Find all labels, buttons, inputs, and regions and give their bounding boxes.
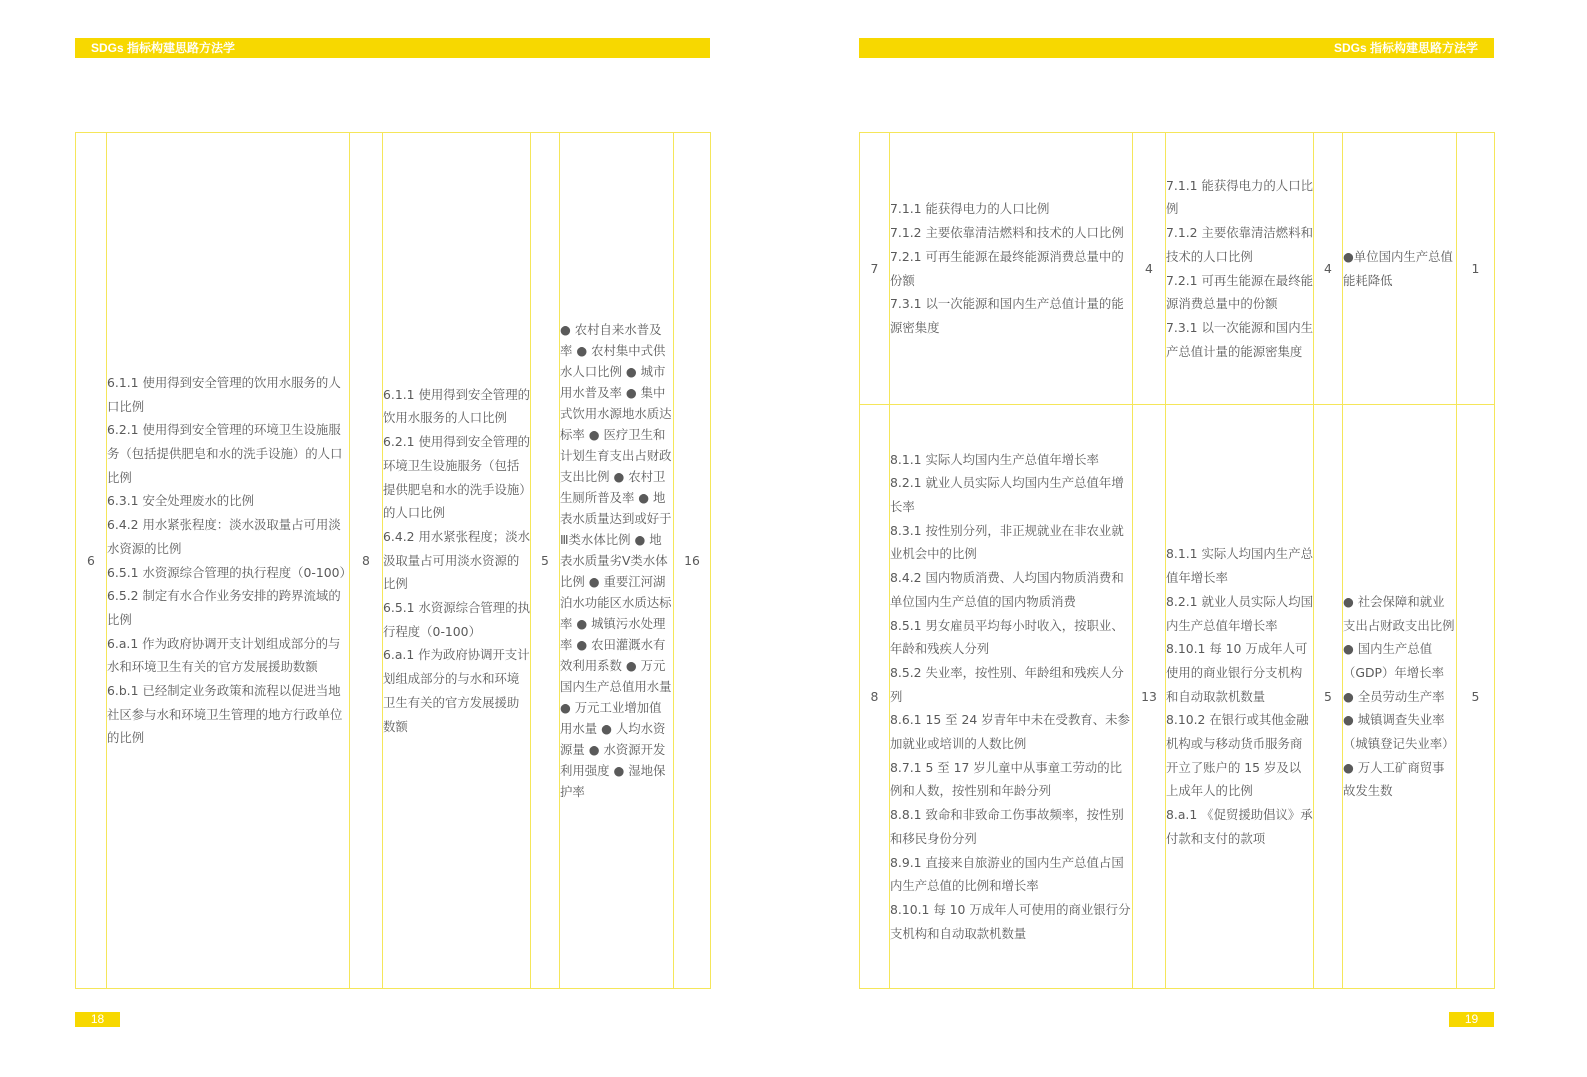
local-indicator-item: ● 地表水质量劣Ⅴ类水体比例 xyxy=(560,532,668,589)
local-indicator-item: ● 万元工业增加值用水量 xyxy=(560,700,662,736)
indicator-item: 8.7.1 5 至 17 岁儿童中从事童工劳动的比例和人数，按性别和年龄分列 xyxy=(890,759,1123,799)
indicator-item: 8.3.1 按性别分列，非正规就业在非农业就业机会中的比例 xyxy=(890,522,1124,562)
indicator-item: 7.3.1 以一次能源和国内生产总值计量的能源密集度 xyxy=(1166,319,1313,359)
indicator-item: 7.2.1 可再生能源在最终能源消费总量中的份额 xyxy=(1166,272,1313,312)
local-indicator-item: ● 重要江河湖泊水功能区水质达标率 xyxy=(560,574,672,631)
local-indicator-item: ● 城镇调查失业率（城镇登记失业率） xyxy=(1343,712,1455,752)
indicator-item: 8.5.2 失业率，按性别、年龄组和残疾人分列 xyxy=(890,664,1124,704)
indicator-table xyxy=(75,132,711,989)
running-header: SDGs 指标构建思路方法学 xyxy=(859,38,1494,58)
indicator-item: 7.1.1 能获得电力的人口比例 xyxy=(1166,177,1313,217)
indicator-item: 8.1.1 实际人均国内生产总值年增长率 xyxy=(890,451,1099,467)
indicator-item: 8.6.1 15 至 24 岁青年中未在受教育、未参加就业或培训的人数比例 xyxy=(890,712,1130,752)
selected-count: 5 xyxy=(531,133,560,989)
indicator-item: 6.2.1 使用得到安全管理的环境卫生设施服务（包括提供肥皂和水的洗手设施）的人口比例 xyxy=(107,422,343,485)
indicator-item: 6.3.1 安全处理废水的比例 xyxy=(107,493,254,509)
indicator-item: 6.a.1 作为政府协调开支计划组成部分的与水和环境卫生有关的官方发展援助数额 xyxy=(107,635,341,675)
table-row-goal-6 xyxy=(76,133,711,989)
local-indicator-item: ● 医疗卫生和计划生育支出占财政支出比例 xyxy=(560,427,672,484)
page-19 xyxy=(793,0,1587,1077)
indicator-item: 8.10.2 在银行或其他金融机构或与移动货币服务商开立了账户的 15 岁及以上成年人的比例 xyxy=(1166,712,1309,799)
indicator-item: 7.1.2 主要依靠清洁燃料和技术的人口比例 xyxy=(1166,225,1313,264)
local-indicator-item: ● 地表水质量达到或好于Ⅲ类水体比例 xyxy=(560,490,672,547)
local-count: 1 xyxy=(1457,133,1495,405)
local-indicator-item: ● 人均水资源量 xyxy=(560,721,666,757)
local-indicator-item: ●单位国内生产总值能耗降低 xyxy=(1343,248,1453,288)
local-count: 5 xyxy=(1457,405,1495,989)
table-row-goal-7 xyxy=(860,133,1495,405)
local-indicator-item: ● 湿地保护率 xyxy=(560,763,666,799)
local-indicator-item: ● 集中式饮用水源地水质达标率 xyxy=(560,385,672,442)
local-indicator-item: ● 国内生产总值（GDP）年增长率 xyxy=(1343,641,1444,680)
local-indicator-item: ● 万人工矿商贸事故发生数 xyxy=(1343,759,1445,799)
indicator-item: 7.3.1 以一次能源和国内生产总值计量的能源密集度 xyxy=(890,296,1124,335)
table-row-goal-8 xyxy=(860,405,1495,989)
indicator-item: 8.2.1 就业人员实际人均国内生产总值年增长率 xyxy=(890,475,1124,515)
indicator-item: 8.10.1 每 10 万成年人可使用的商业银行分支机构和自动取款机数量 xyxy=(890,901,1131,941)
sdg-indicators-cell xyxy=(890,133,1133,405)
local-indicator-item: ● 水资源开发利用强度 xyxy=(560,742,666,778)
indicator-item: 6.b.1 已经制定业务政策和流程以促进当地社区参与水和环境卫生管理的地方行政单位的比例 xyxy=(107,683,343,746)
local-indicators-cell xyxy=(560,133,674,989)
indicator-item: 6.4.2 用水紧张程度；淡水汲取量占可用淡水资源的比例 xyxy=(383,528,530,592)
sdg-count: 8 xyxy=(350,133,383,989)
indicator-item: 7.1.2 主要依靠清洁燃料和技术的人口比例 xyxy=(890,225,1124,241)
local-indicator-item: ● 万元国内生产总值用水量 xyxy=(560,658,672,694)
local-count: 16 xyxy=(674,133,711,989)
selected-indicators-cell xyxy=(1166,133,1314,405)
indicator-item: 7.1.1 能获得电力的人口比例 xyxy=(890,201,1050,217)
goal-number: 8 xyxy=(860,405,890,989)
indicator-item: 6.5.2 制定有水合作业务安排的跨界流域的比例 xyxy=(107,588,341,627)
selected-indicators-cell xyxy=(1166,405,1314,989)
page-number: 19 xyxy=(1449,1012,1494,1027)
indicator-item: 8.4.2 国内物质消费、人均国内物质消费和单位国内生产总值的国内物质消费 xyxy=(890,570,1124,609)
goal-number: 6 xyxy=(76,133,107,989)
local-indicator-item: ● 农田灌溉水有效利用系数 xyxy=(560,637,666,673)
indicator-item: 8.8.1 致命和非致命工伤事故频率，按性别和移民身份分列 xyxy=(890,807,1124,846)
local-indicator-item: ● 城镇污水处理率 xyxy=(560,616,666,652)
indicator-item: 7.2.1 可再生能源在最终能源消费总量中的份额 xyxy=(890,248,1124,288)
indicator-item: 8.5.1 男女雇员平均每小时收入，按职业、年龄和残疾人分列 xyxy=(890,617,1124,657)
indicator-item: 8.2.1 就业人员实际人均国内生产总值年增长率 xyxy=(1166,593,1313,633)
local-indicator-item: ● 社会保障和就业支出占财政支出比例 xyxy=(1343,593,1455,633)
selected-count: 4 xyxy=(1314,133,1343,405)
indicator-item: 6.2.1 使用得到安全管理的环境卫生设施服务（包括提供肥皂和水的洗手设施）的人口比例 xyxy=(383,434,530,521)
indicator-item: 6.a.1 作为政府协调开支计划组成部分的与水和环境卫生有关的官方发展援助数额 xyxy=(383,647,530,734)
selected-indicators-cell xyxy=(383,133,531,989)
indicator-item: 6.1.1 使用得到安全管理的饮用水服务的人口比例 xyxy=(383,386,530,426)
local-indicator-item: ● 全员劳动生产率 xyxy=(1343,688,1445,704)
indicator-table xyxy=(859,132,1495,989)
goal-number: 7 xyxy=(860,133,890,405)
local-indicators-cell xyxy=(1343,405,1457,989)
sdg-indicators-cell xyxy=(890,405,1133,989)
indicator-item: 8.10.1 每 10 万成年人可使用的商业银行分支机构和自动取款机数量 xyxy=(1166,641,1308,704)
indicator-item: 8.9.1 直接来自旅游业的国内生产总值占国内生产总值的比例和增长率 xyxy=(890,854,1124,894)
running-header: SDGs 指标构建思路方法学 xyxy=(75,38,710,58)
local-indicator-item: ● 农村卫生厕所普及率 xyxy=(560,469,666,505)
page-18 xyxy=(0,0,793,1077)
sdg-count: 4 xyxy=(1133,133,1166,405)
local-indicator-item: ● 农村集中式供水人口比例 xyxy=(560,343,666,379)
indicator-item: 8.1.1 实际人均国内生产总值年增长率 xyxy=(1166,546,1313,586)
indicator-item: 6.5.1 水资源综合管理的执行程度（0-100） xyxy=(383,600,530,639)
local-indicator-item: ● 农村自来水普及率 xyxy=(560,322,662,358)
indicator-item: 6.5.1 水资源综合管理的执行程度（0-100） xyxy=(107,564,352,580)
indicator-item: 8.a.1 《促贸援助倡议》承付款和支付的款项 xyxy=(1166,807,1313,846)
sdg-count: 13 xyxy=(1133,405,1166,989)
local-indicators-cell xyxy=(1343,133,1457,405)
indicator-item: 6.4.2 用水紧张程度：淡水汲取量占可用淡水资源的比例 xyxy=(107,517,341,556)
local-indicator-item: ● 城市用水普及率 xyxy=(560,364,666,400)
indicator-item: 6.1.1 使用得到安全管理的饮用水服务的人口比例 xyxy=(107,374,341,414)
sdg-indicators-cell xyxy=(107,133,350,989)
selected-count: 5 xyxy=(1314,405,1343,989)
page-number: 18 xyxy=(75,1012,120,1027)
